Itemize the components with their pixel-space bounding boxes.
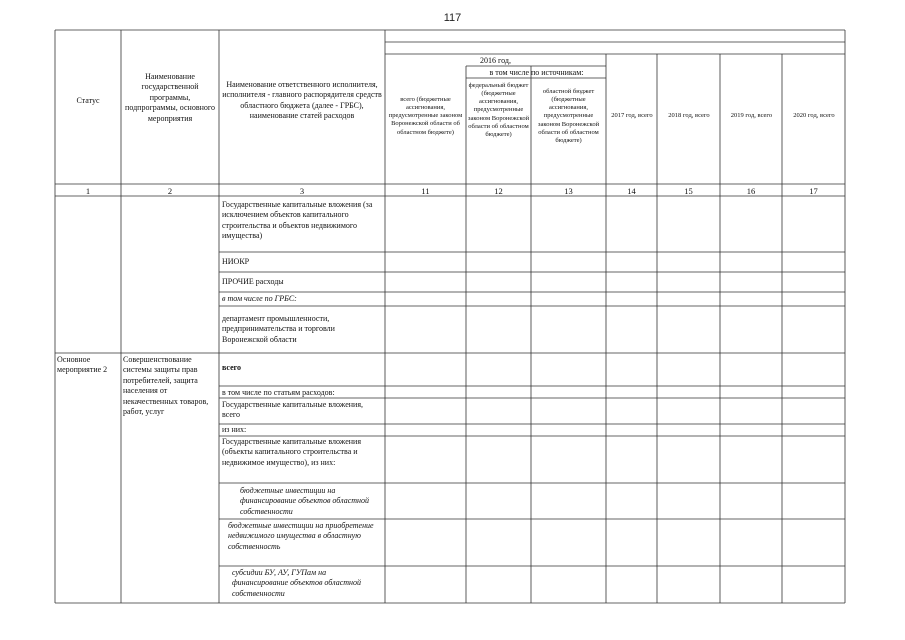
col-number: 14: [627, 186, 636, 196]
col-number: 2: [167, 186, 173, 196]
col-number: 3: [299, 186, 305, 196]
row-capital-investments-total: Государственные капитальные вложения, всего: [222, 400, 364, 420]
header-col-12: федеральный бюджет (бюджетные ассигнования, предусмотренные законом Воронежской области об областном бюджете): [467, 82, 530, 138]
col-number: 1: [85, 186, 91, 196]
row-total: всего: [222, 363, 242, 372]
row-niokr: НИОКР: [222, 257, 250, 266]
page-number: 117: [443, 12, 462, 24]
row-capital-investments-excl: Государственные капитальные вложения (за исключением объектов капитального строительства и объектов недвижимого имущества): [222, 200, 373, 241]
row-other-expenses: ПРОЧИЕ расходы: [222, 277, 284, 286]
status-main-activity-2: Основное мероприятие 2: [57, 355, 108, 375]
header-executor-name: Наименование ответственного исполнителя, исполнителя - главного распорядителя средств областного бюджета (далее - ГРБС), наименование статей расходов: [222, 80, 382, 121]
header-col-15: 2018 год, всего: [668, 112, 710, 119]
row-subsidies: субсидии БУ, АУ, ГУПам на финансирование объектов областной собственности: [232, 568, 362, 598]
row-budget-investments-property: бюджетные инвестиции на приобретение недвижимого имущества в областную собственность: [228, 521, 374, 551]
header-col-16: 2019 год, всего: [730, 112, 773, 119]
header-status: Статус: [76, 96, 100, 105]
col-number: 13: [564, 186, 573, 196]
row-by-grbs: в том числе по ГРБС:: [222, 294, 297, 303]
header-sources: в том числе по источникам:: [489, 68, 584, 77]
row-of-them: из них:: [222, 425, 247, 434]
row-budget-investments-regional: бюджетные инвестиции на финансирование объектов областной собственности: [240, 486, 370, 516]
header-year-2016: 2016 год,: [480, 56, 511, 65]
col-number: 17: [809, 186, 818, 196]
col-number: 16: [746, 186, 756, 196]
header-col-17: 2020 год, всего: [793, 112, 835, 119]
row-department: департамент промышленности, предпринимательства и торговли Воронежской области: [222, 314, 335, 344]
col-number: 15: [684, 186, 693, 196]
program-name-consumer-protection: Совершенствование системы защиты прав потребителей, защита населения от некачественных товаров, работ, услуг: [123, 355, 209, 416]
header-program-name: Наименование государственной программы, подпрограммы, основного мероприятия: [125, 72, 215, 123]
row-by-expense-items: в том числе по статьям расходов:: [222, 388, 335, 397]
header-col-13: областной бюджет (бюджетные ассигнования, предусмотренные законом Воронежской области об областном бюджете): [537, 88, 600, 144]
header-col-11: всего (бюджетные ассигнования, предусмотренные законом Воронежской области об областном бюджете): [388, 96, 463, 136]
row-capital-investments-objects: Государственные капитальные вложения (объекты капитального строительства и недвижимое имущество), из них:: [222, 437, 362, 467]
col-number: 11: [421, 186, 430, 196]
header-col-14: 2017 год, всего: [611, 112, 653, 119]
col-number: 12: [494, 186, 503, 196]
